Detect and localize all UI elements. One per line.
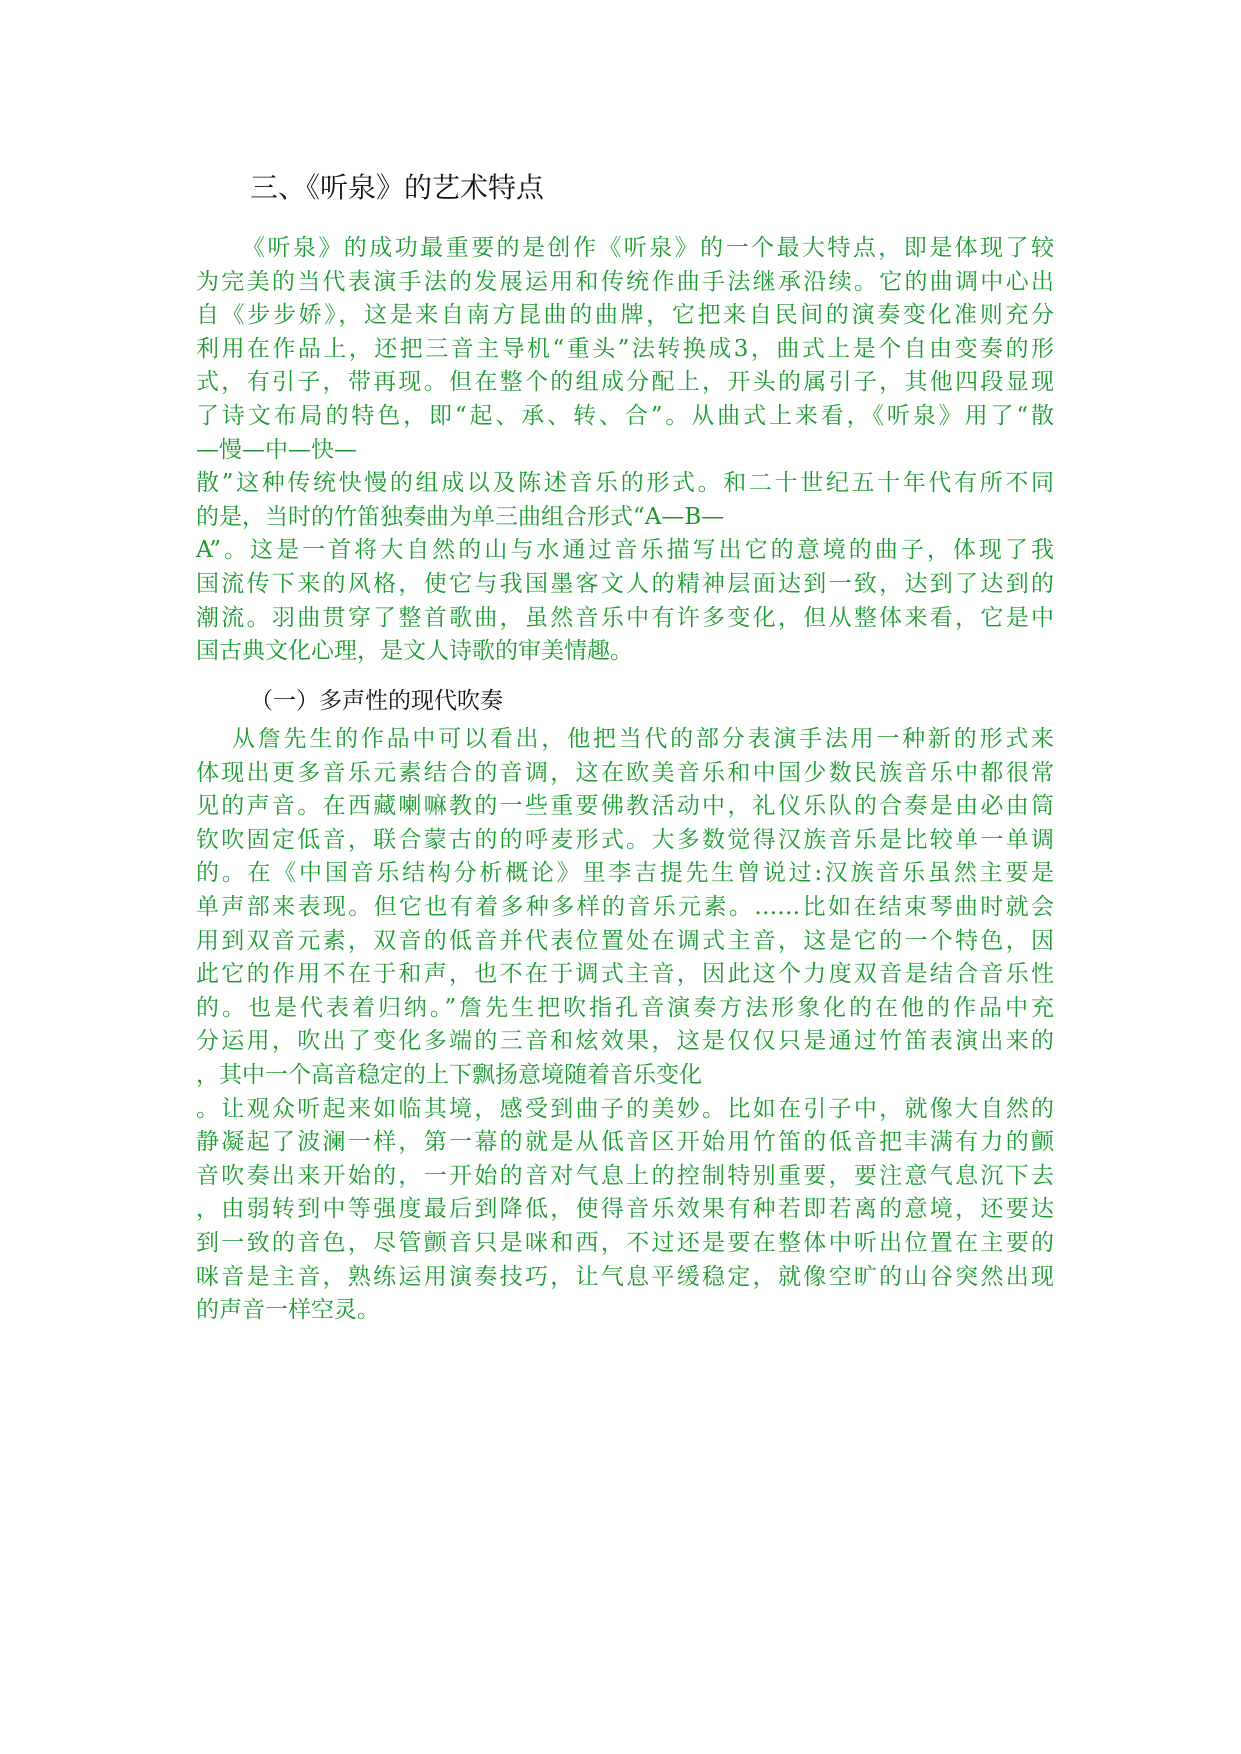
paragraph-line: 钦吹固定低音，联合蒙古的的呼麦形式。大多数觉得汉族音乐是比较单一单调	[196, 826, 1054, 853]
paragraph-line: 式，有引子，带再现。但在整个的组成分配上，开头的属引子，其他四段显现	[196, 369, 1054, 396]
paragraph-line: 散”这种传统快慢的组成以及陈述音乐的形式。和二十世纪五十年代有所不同	[196, 470, 1054, 497]
paragraph-line: 。让观众听起来如临其境，感受到曲子的美妙。比如在引子中，就像大自然的	[196, 1095, 1054, 1122]
paragraph-line: 此它的作用不在于和声，也不在于调式主音，因此这个力度双音是结合音乐性	[196, 961, 1054, 988]
paragraph-line: 从詹先生的作品中可以看出，他把当代的部分表演手法用一种新的形式来	[232, 726, 1054, 752]
section-heading: 三、《听泉》的艺术特点	[250, 171, 545, 204]
paragraph-line: 咪音是主音，熟练运用演奏技巧，让气息平缓稳定，就像空旷的山谷突然出现	[196, 1263, 1054, 1290]
paragraph-line: 的。也是代表着归纳。”詹先生把吹指孔音演奏方法形象化的在他的作品中充	[196, 994, 1054, 1021]
paragraph-line: 国古典文化心理，是文人诗歌的审美情趣。	[196, 638, 633, 665]
paragraph-line: 潮流。羽曲贯穿了整首歌曲，虽然音乐中有许多变化，但从整体来看，它是中	[196, 604, 1054, 631]
paragraph-line: 《听泉》的成功最重要的是创作《听泉》的一个最大特点，即是体现了较	[242, 235, 1054, 261]
paragraph-line: 利用在作品上，还把三音主导机“重头”法转换成3，曲式上是个自由变奏的形	[196, 335, 1054, 362]
paragraph-line: ，由弱转到中等强度最后到降低，使得音乐效果有种若即若离的意境，还要达	[196, 1196, 1054, 1223]
paragraph-line: 静凝起了波澜一样，第一幕的就是从低音区开始用竹笛的低音把丰满有力的颤	[196, 1129, 1054, 1156]
paragraph-line: A”。这是一首将大自然的山与水通过音乐描写出它的意境的曲子，体现了我	[196, 537, 1054, 564]
paragraph-line: 的是，当时的竹笛独奏曲为单三曲组合形式“A—B—	[196, 503, 725, 530]
paragraph-line: 音吹奏出来开始的，一开始的音对气息上的控制特别重要，要注意气息沉下去	[196, 1162, 1054, 1189]
subsection-heading: （一）多声性的现代吹奏	[250, 688, 503, 714]
paragraph-line: 见的声音。在西藏喇嘛教的一些重要佛教活动中，礼仪乐队的合奏是由必由筒	[196, 793, 1054, 820]
paragraph-line: 体现出更多音乐元素结合的音调，这在欧美音乐和中国少数民族音乐中都很常	[196, 759, 1054, 786]
paragraph-line: 用到双音元素，双音的低音并代表位置处在调式主音，这是它的一个特色，因	[196, 927, 1054, 954]
paragraph-line: 的。在《中国音乐结构分析概论》里李吉提先生曾说过:汉族音乐虽然主要是	[196, 860, 1054, 887]
paragraph-artistic-features	[196, 232, 1054, 669]
paragraph-line: ，其中一个高音稳定的上下飘扬意境随着音乐变化	[196, 1061, 702, 1088]
paragraph-line: 自《步步娇》，这是来自南方昆曲的曲牌，它把来自民间的演奏变化准则充分	[196, 302, 1054, 329]
paragraph-line: 单声部来表现。但它也有着多种多样的音乐元素。……比如在结束琴曲时就会	[196, 893, 1054, 920]
paragraph-line: 了诗文布局的特色，即“起、承、转、合”。从曲式上来看，《听泉》用了“散	[196, 402, 1054, 429]
paragraph-line: 国流传下来的风格，使它与我国墨客文人的精神层面达到一致，达到了达到的	[196, 570, 1054, 597]
paragraph-polyphonic-playing	[196, 723, 1054, 1328]
paragraph-line: 为完美的当代表演手法的发展运用和传统作曲手法继承沿续。它的曲调中心出	[196, 268, 1054, 295]
paragraph-line: 分运用，吹出了变化多端的三音和炫效果，这是仅仅只是通过竹笛表演出来的	[196, 1028, 1054, 1055]
paragraph-line: 到一致的音色，尽管颤音只是咪和西，不过还是要在整体中听出位置在主要的	[196, 1229, 1054, 1256]
paragraph-line: 的声音一样空灵。	[196, 1297, 380, 1324]
paragraph-line: —慢—中—快—	[196, 436, 357, 463]
